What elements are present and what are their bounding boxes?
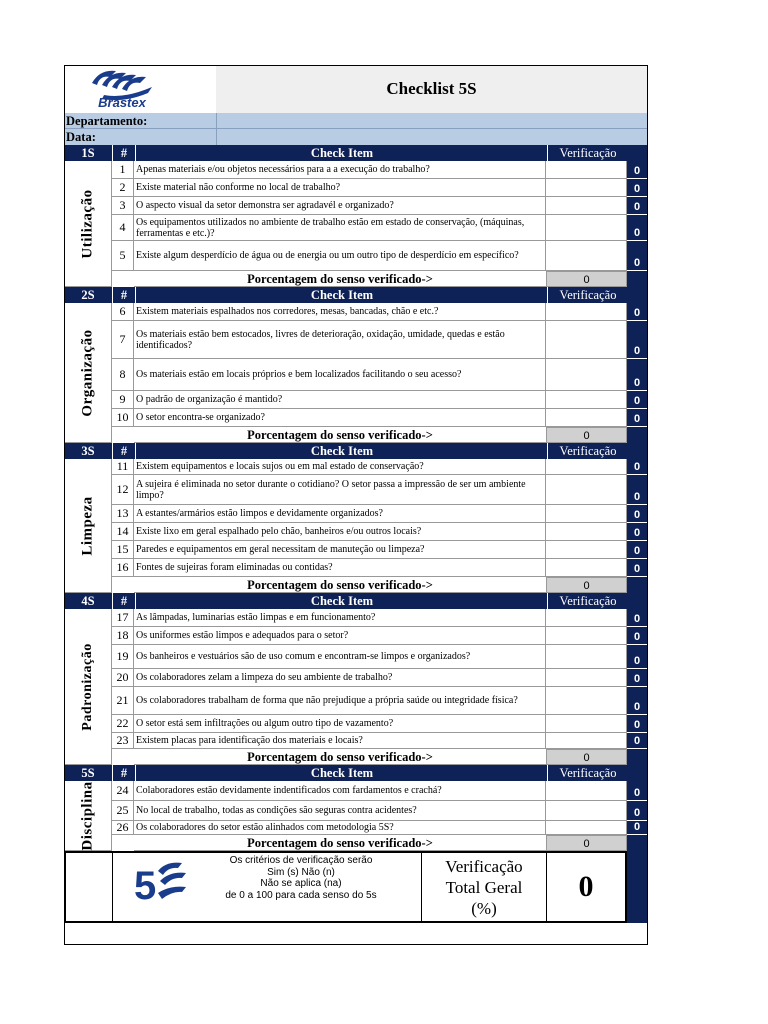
item-number: 4 bbox=[112, 215, 134, 241]
verification-input-cell[interactable] bbox=[546, 627, 627, 645]
item-text bbox=[134, 359, 546, 391]
item-text-value: Os banheiros e vestuários são de uso comum e encontram-se limpos e organizados? bbox=[136, 651, 471, 662]
item-number: 5 bbox=[112, 241, 134, 271]
verification-input-cell[interactable] bbox=[546, 687, 627, 715]
verification-input-cell[interactable] bbox=[546, 161, 627, 179]
item-text-value: Existem equipamentos e locais sujos ou em mal estado de conservação? bbox=[136, 461, 424, 472]
table-row bbox=[112, 505, 647, 523]
item-number: 11 bbox=[112, 459, 134, 475]
item-text-value: Existe algum desperdício de água ou de energia ou um outro tipo de desperdício em específico? bbox=[136, 250, 519, 261]
section-name-3s bbox=[64, 459, 112, 593]
item-text-value: Os colaboradores do setor estão alinhados com metodologia 5S? bbox=[136, 822, 394, 833]
item-text-value: Existem materiais espalhados nos corredores, mesas, bancadas, chão e etc.? bbox=[136, 306, 439, 317]
date-row[interactable] bbox=[64, 129, 647, 145]
department-row[interactable] bbox=[64, 113, 647, 129]
percent-row bbox=[112, 271, 647, 287]
item-text bbox=[134, 241, 546, 271]
verification-input-cell[interactable] bbox=[546, 197, 627, 215]
verification-input-cell[interactable] bbox=[546, 475, 627, 505]
table-row bbox=[112, 781, 647, 801]
total-label bbox=[421, 853, 547, 921]
percent-row bbox=[112, 835, 647, 851]
column-item-header: Check Item bbox=[135, 765, 548, 781]
section-name-5s bbox=[64, 781, 112, 851]
table-row bbox=[112, 303, 647, 321]
verification-input-cell[interactable] bbox=[546, 391, 627, 409]
item-text bbox=[134, 475, 546, 505]
5s-logo-icon bbox=[132, 859, 188, 907]
section-name-1s bbox=[64, 161, 112, 287]
divider bbox=[216, 129, 217, 145]
item-number: 17 bbox=[112, 609, 134, 627]
item-text bbox=[134, 321, 546, 359]
percent-label: Porcentagem do senso verificado-> bbox=[134, 749, 546, 765]
item-result: 0 bbox=[627, 687, 647, 715]
item-result: 0 bbox=[627, 715, 647, 733]
item-number: 22 bbox=[112, 715, 134, 733]
footer-summary bbox=[64, 851, 627, 923]
item-text-value: Existe material não conforme no local de trabalho? bbox=[136, 182, 341, 193]
item-text bbox=[134, 505, 546, 523]
item-text bbox=[134, 687, 546, 715]
percent-label: Porcentagem do senso verificado-> bbox=[134, 427, 546, 443]
table-row bbox=[112, 669, 647, 687]
total-value: 0 bbox=[578, 870, 594, 903]
item-result: 0 bbox=[627, 669, 647, 687]
table-row bbox=[112, 197, 647, 215]
section-header-2s bbox=[64, 287, 647, 303]
item-result: 0 bbox=[627, 627, 647, 645]
table-row bbox=[112, 715, 647, 733]
item-text-value: Os colaboradores trabalham de forma que não prejudique a própria saúde ou integridade física? bbox=[136, 695, 518, 706]
section-code: 5S bbox=[81, 766, 95, 780]
section-header-1s bbox=[64, 145, 647, 161]
verification-input-cell[interactable] bbox=[546, 523, 627, 541]
section-code: 1S bbox=[81, 146, 95, 160]
table-row bbox=[112, 161, 647, 179]
section-code: 4S bbox=[81, 594, 95, 608]
table-row bbox=[112, 459, 647, 475]
percent-navy-strip bbox=[627, 749, 647, 765]
verification-input-cell[interactable] bbox=[546, 715, 627, 733]
percent-value: 0 bbox=[546, 577, 627, 593]
table-row bbox=[112, 409, 647, 427]
verification-input-cell[interactable] bbox=[546, 559, 627, 577]
item-result: 0 bbox=[627, 821, 647, 835]
footer-navy-strip bbox=[627, 851, 647, 923]
item-text-value: Os colaboradores zelam a limpeza do seu ambiente de trabalho? bbox=[136, 672, 393, 683]
divider bbox=[216, 113, 217, 129]
percent-value: 0 bbox=[546, 427, 627, 443]
column-item-header: Check Item bbox=[135, 287, 548, 303]
item-result: 0 bbox=[627, 523, 647, 541]
item-text bbox=[134, 541, 546, 559]
verification-input-cell[interactable] bbox=[546, 459, 627, 475]
item-text bbox=[134, 197, 546, 215]
table-row bbox=[112, 687, 647, 715]
table-row bbox=[112, 645, 647, 669]
item-text bbox=[134, 801, 546, 821]
item-number: 23 bbox=[112, 733, 134, 749]
item-text-value: O setor encontra-se organizado? bbox=[136, 412, 265, 423]
table-row bbox=[112, 541, 647, 559]
column-verification-header: Verificação bbox=[547, 443, 628, 459]
total-label-line: Total Geral bbox=[445, 878, 523, 897]
item-text bbox=[134, 161, 546, 179]
item-number: 2 bbox=[112, 179, 134, 197]
item-number: 16 bbox=[112, 559, 134, 577]
item-text bbox=[134, 459, 546, 475]
item-result: 0 bbox=[627, 161, 647, 179]
item-text bbox=[134, 821, 546, 835]
total-label-line: Verificação bbox=[445, 857, 523, 876]
verification-input-cell[interactable] bbox=[546, 359, 627, 391]
column-num-header: # bbox=[112, 443, 135, 459]
item-result: 0 bbox=[627, 179, 647, 197]
item-result: 0 bbox=[627, 801, 647, 821]
section-header-3s bbox=[64, 443, 647, 459]
column-num-header: # bbox=[112, 593, 135, 609]
column-verification-header: Verificação bbox=[547, 593, 628, 609]
item-number: 1 bbox=[112, 161, 134, 179]
item-text-value: Os materiais estão bem estocados, livres de deterioração, oxidação, umidade, quedas e estão identificados? bbox=[136, 328, 505, 351]
item-result: 0 bbox=[627, 781, 647, 801]
department-label: Departamento: bbox=[66, 114, 148, 128]
date-label: Data: bbox=[66, 130, 96, 144]
percent-value: 0 bbox=[546, 749, 627, 765]
percent-navy-strip bbox=[627, 427, 647, 443]
item-number: 26 bbox=[112, 821, 134, 835]
verification-input-cell[interactable] bbox=[546, 541, 627, 559]
section-name-text: Disciplina bbox=[79, 780, 95, 851]
item-text bbox=[134, 523, 546, 541]
percent-label: Porcentagem do senso verificado-> bbox=[134, 271, 546, 287]
item-result: 0 bbox=[627, 197, 647, 215]
table-row bbox=[112, 359, 647, 391]
page-title: Checklist 5S bbox=[216, 65, 647, 113]
item-result: 0 bbox=[627, 409, 647, 427]
verification-input-cell[interactable] bbox=[546, 801, 627, 821]
criteria-text bbox=[186, 855, 416, 901]
item-text bbox=[134, 715, 546, 733]
verification-input-cell[interactable] bbox=[546, 781, 627, 801]
item-result: 0 bbox=[627, 215, 647, 241]
percent-label: Porcentagem do senso verificado-> bbox=[134, 835, 546, 851]
header bbox=[64, 65, 647, 113]
verification-input-cell[interactable] bbox=[546, 303, 627, 321]
verification-input-cell[interactable] bbox=[546, 645, 627, 669]
verification-input-cell[interactable] bbox=[546, 215, 627, 241]
item-text-value: A sujeira é eliminada no setor durante o cotidiano? O setor passa a impressão de ser um ambiente limpo? bbox=[136, 478, 526, 501]
table-row bbox=[112, 475, 647, 505]
item-text bbox=[134, 733, 546, 749]
item-text bbox=[134, 627, 546, 645]
percent-row bbox=[112, 427, 647, 443]
item-result: 0 bbox=[627, 359, 647, 391]
item-number: 7 bbox=[112, 321, 134, 359]
column-item-header: Check Item bbox=[135, 443, 548, 459]
section-header-4s bbox=[64, 593, 647, 609]
item-result: 0 bbox=[627, 609, 647, 627]
section-name-text: Padronização bbox=[79, 642, 95, 731]
verification-input-cell[interactable] bbox=[546, 179, 627, 197]
table-row bbox=[112, 609, 647, 627]
item-text-value: O aspecto visual da setor demonstra ser agradavél e organizado? bbox=[136, 200, 394, 211]
item-text bbox=[134, 781, 546, 801]
item-number: 13 bbox=[112, 505, 134, 523]
column-verification-header: Verificação bbox=[547, 287, 628, 303]
item-number: 10 bbox=[112, 409, 134, 427]
column-item-header: Check Item bbox=[135, 145, 548, 161]
item-text-value: Existe lixo em geral espalhado pelo chão, banheiros e/ou outros locais? bbox=[136, 526, 422, 537]
column-item-header: Check Item bbox=[135, 593, 548, 609]
item-number: 19 bbox=[112, 645, 134, 669]
percent-row bbox=[112, 749, 647, 765]
verification-input-cell[interactable] bbox=[546, 733, 627, 749]
table-row bbox=[112, 821, 647, 835]
item-number: 8 bbox=[112, 359, 134, 391]
brand-name: Brastex bbox=[98, 95, 146, 110]
item-result: 0 bbox=[627, 645, 647, 669]
divider bbox=[112, 853, 113, 921]
item-number: 3 bbox=[112, 197, 134, 215]
item-result: 0 bbox=[627, 321, 647, 359]
item-number: 25 bbox=[112, 801, 134, 821]
table-row bbox=[112, 627, 647, 645]
column-verification-header: Verificação bbox=[547, 145, 628, 161]
percent-value: 0 bbox=[546, 835, 627, 851]
item-text bbox=[134, 215, 546, 241]
criteria-line: de 0 a 100 para cada senso do 5s bbox=[225, 889, 377, 901]
item-number: 15 bbox=[112, 541, 134, 559]
item-text-value: Os equipamentos utilizados no ambiente de trabalho estão em estado de conservação, (máquinas, ferramentas e etc.)? bbox=[136, 216, 525, 239]
item-text-value: As lâmpadas, luminarias estão limpas e em funcionamento? bbox=[136, 612, 376, 623]
item-number: 24 bbox=[112, 781, 134, 801]
item-text bbox=[134, 391, 546, 409]
criteria-line: Sim (s) Não (n) bbox=[267, 866, 335, 878]
criteria-line: Não se aplica (na) bbox=[260, 878, 342, 889]
item-text-value: Apenas materiais e/ou objetos necessários para a a execução do trabalho? bbox=[136, 164, 430, 175]
item-number: 20 bbox=[112, 669, 134, 687]
section-name-text: Limpeza bbox=[79, 495, 95, 556]
verification-input-cell[interactable] bbox=[546, 669, 627, 687]
item-number: 9 bbox=[112, 391, 134, 409]
item-text bbox=[134, 559, 546, 577]
item-text bbox=[134, 179, 546, 197]
item-text bbox=[134, 669, 546, 687]
svg-text:5: 5 bbox=[134, 864, 157, 907]
item-text bbox=[134, 409, 546, 427]
item-result: 0 bbox=[627, 459, 647, 475]
item-number: 6 bbox=[112, 303, 134, 321]
item-text-value: Os uniformes estão limpos e adequados para o setor? bbox=[136, 630, 349, 641]
table-row bbox=[112, 523, 647, 541]
item-number: 21 bbox=[112, 687, 134, 715]
table-row bbox=[112, 215, 647, 241]
item-text-value: A estantes/armários estão limpos e devidamente organizados? bbox=[136, 508, 383, 519]
item-text-value: O setor está sem infiltrações ou algum outro tipo de vazamento? bbox=[136, 718, 394, 729]
section-name-text: Organização bbox=[79, 328, 95, 417]
item-result: 0 bbox=[627, 303, 647, 321]
percent-navy-strip bbox=[627, 271, 647, 287]
item-result: 0 bbox=[627, 505, 647, 523]
item-text-value: Os materiais estão em locais próprios e bem localizados facilitando o seu acesso? bbox=[136, 369, 462, 380]
table-row bbox=[112, 321, 647, 359]
item-result: 0 bbox=[627, 541, 647, 559]
column-num-header: # bbox=[112, 765, 135, 781]
section-name-2s bbox=[64, 303, 112, 443]
column-verification-header: Verificação bbox=[547, 765, 628, 781]
table-row bbox=[112, 801, 647, 821]
table-row bbox=[112, 391, 647, 409]
table-row bbox=[112, 241, 647, 271]
item-text bbox=[134, 609, 546, 627]
item-text bbox=[134, 645, 546, 669]
total-label-line: (%) bbox=[471, 899, 497, 918]
item-text-value: No local de trabalho, todas as condições são seguras contra acidentes? bbox=[136, 805, 417, 816]
item-result: 0 bbox=[627, 559, 647, 577]
item-number: 14 bbox=[112, 523, 134, 541]
item-result: 0 bbox=[627, 475, 647, 505]
verification-input-cell[interactable] bbox=[546, 321, 627, 359]
brand-logo-cell bbox=[64, 65, 217, 113]
percent-navy-strip bbox=[627, 835, 647, 851]
item-number: 18 bbox=[112, 627, 134, 645]
verification-input-cell[interactable] bbox=[546, 505, 627, 523]
section-code: 2S bbox=[81, 288, 95, 302]
table-row bbox=[112, 179, 647, 197]
percent-label: Porcentagem do senso verificado-> bbox=[134, 577, 546, 593]
column-num-header: # bbox=[112, 287, 135, 303]
column-num-header: # bbox=[112, 145, 135, 161]
item-text-value: Paredes e equipamentos em geral necessitam de manuteção ou limpeza? bbox=[136, 544, 425, 555]
criteria-line: Os critérios de verificação serão bbox=[229, 855, 373, 866]
verification-input-cell[interactable] bbox=[546, 241, 627, 271]
item-text-value: Colaboradores estão devidamente indentificados com fardamentos e crachá? bbox=[136, 785, 442, 796]
item-text-value: O padrão de organização é mantido? bbox=[136, 394, 283, 405]
section-name-text: Utilização bbox=[79, 188, 95, 259]
item-result: 0 bbox=[627, 241, 647, 271]
verification-input-cell[interactable] bbox=[546, 409, 627, 427]
percent-row bbox=[112, 577, 647, 593]
percent-value: 0 bbox=[546, 271, 627, 287]
section-name-4s bbox=[64, 609, 112, 765]
item-result: 0 bbox=[627, 733, 647, 749]
section-header-5s bbox=[64, 765, 647, 781]
table-row bbox=[112, 559, 647, 577]
verification-input-cell[interactable] bbox=[546, 609, 627, 627]
item-number: 12 bbox=[112, 475, 134, 505]
item-text bbox=[134, 303, 546, 321]
table-row bbox=[112, 733, 647, 749]
item-text-value: Existem placas para identificação dos materiais e locais? bbox=[136, 735, 363, 746]
item-result: 0 bbox=[627, 391, 647, 409]
percent-navy-strip bbox=[627, 577, 647, 593]
section-code: 3S bbox=[81, 444, 95, 458]
verification-input-cell[interactable] bbox=[546, 821, 627, 835]
item-text-value: Fontes de sujeiras foram eliminadas ou contidas? bbox=[136, 562, 333, 573]
